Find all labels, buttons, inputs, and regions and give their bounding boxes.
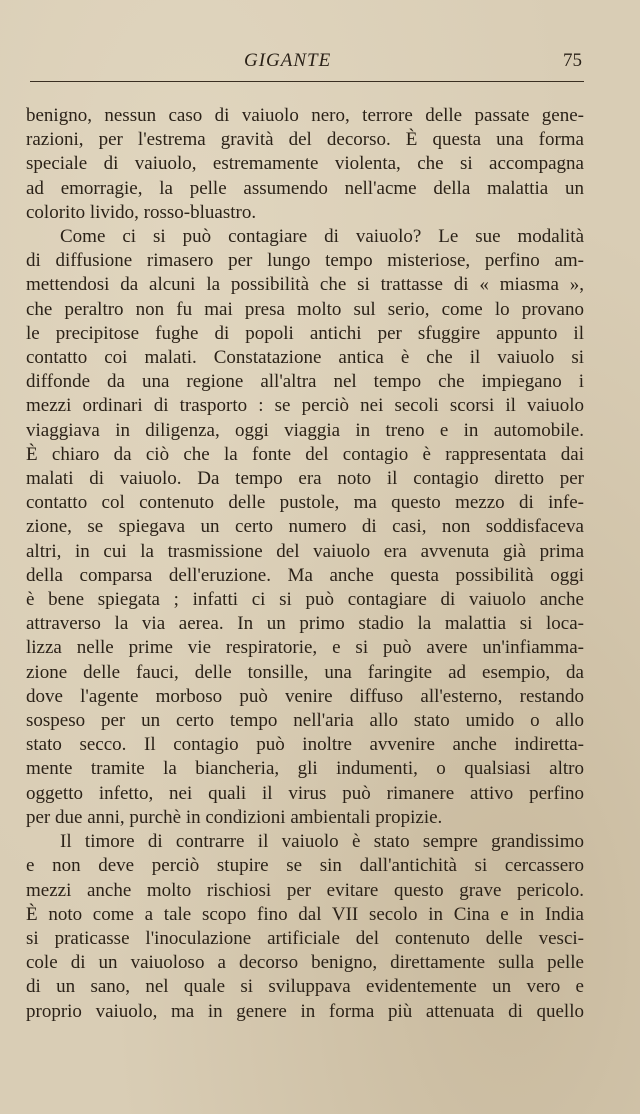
text-line: stato secco. Il contagio può inoltre avvenire anche indiretta- bbox=[26, 734, 584, 756]
text-line: contatto coi malati. Constatazione antica è che il vaiuolo si bbox=[26, 347, 584, 369]
text-line: della comparsa dell'eruzione. Ma anche questa possibilità oggi bbox=[26, 564, 584, 586]
text-line: per due anni, purchè in condizioni ambientali propizie. bbox=[26, 806, 443, 828]
text-line: sospeso per un certo tempo nell'aria allo stato umido o allo bbox=[26, 710, 584, 732]
text-line: mettendosi da alcuni la possibilità che si trattasse di « miasma », bbox=[26, 274, 584, 296]
text-line: proprio vaiuolo, ma in genere in forma più attenuata di quello bbox=[26, 1000, 584, 1022]
text-line: zione, se spiegava un certo numero di casi, non soddisfaceva bbox=[26, 516, 584, 538]
text-line: di un sano, nel quale si sviluppava evidentemente un vero e bbox=[26, 976, 584, 998]
running-title: GIGANTE bbox=[244, 50, 332, 71]
text-line: razioni, per l'estrema gravità del decorso. È questa una forma bbox=[26, 129, 584, 151]
text-line: oggetto infetto, nei quali il virus può rimanere attivo perfino bbox=[26, 782, 584, 804]
text-line: mezzi anche molto rischiosi per evitare questo grave pericolo. bbox=[26, 879, 584, 901]
text-line: benigno, nessun caso di vaiuolo nero, terrore delle passate gene- bbox=[26, 105, 584, 126]
text-line: viaggiava in diligenza, oggi viaggia in treno e in automobile. bbox=[26, 419, 584, 441]
text-line: Il timore di contrarre il vaiuolo è stato sempre grandissimo bbox=[60, 831, 584, 853]
text-line: diffonde da una regione all'altra nel tempo che impiegano i bbox=[26, 371, 584, 393]
text-line: è bene spiegata ; infatti ci si può contagiare di vaiuolo anche bbox=[26, 589, 584, 611]
text-line: ad emorragie, la pelle assumendo nell'acme della malattia un bbox=[26, 177, 584, 199]
text-line: È chiaro da ciò che la fonte del contagio è rappresentata dai bbox=[26, 443, 584, 465]
text-line: le precipitose fughe di popoli antichi per sfuggire appunto il bbox=[26, 322, 584, 344]
page-header bbox=[24, 48, 584, 80]
text-line: attraverso la via aerea. In un primo stadio la malattia si loca- bbox=[26, 613, 584, 635]
text-line: zione delle fauci, delle tonsille, una faringite ad esempio, da bbox=[26, 661, 584, 683]
header-rule bbox=[30, 81, 584, 82]
text-line: cole di un vaiuoloso a decorso benigno, direttamente sulla pelle bbox=[26, 952, 584, 974]
text-line: altri, in cui la trasmissione del vaiuolo era avvenuta già prima bbox=[26, 540, 584, 562]
text-line: mezzi ordinari di trasporto : se perciò nei secoli scorsi il vaiuolo bbox=[26, 395, 584, 417]
text-line: speciale di vaiuolo, estremamente violenta, che si accompagna bbox=[26, 153, 584, 175]
text-line: malati di vaiuolo. Da tempo era noto il contagio diretto per bbox=[26, 468, 584, 490]
text-line: e non deve perciò stupire se sin dall'antichità si cercassero bbox=[26, 855, 584, 877]
text-line: contatto col contenuto delle pustole, ma questo mezzo di infe- bbox=[26, 492, 584, 514]
text-line: È noto come a tale scopo fino dal VII secolo in Cina e in India bbox=[26, 903, 584, 925]
text-line: di diffusione rimasero per lungo tempo misteriose, perfino am- bbox=[26, 250, 584, 272]
text-line: colorito livido, rosso-bluastro. bbox=[26, 201, 257, 223]
text-line: lizza nelle prime vie respiratorie, e si può avere un'infiamma- bbox=[26, 637, 584, 659]
page-number: 75 bbox=[563, 50, 582, 71]
text-line: mente tramite la biancheria, gli indumenti, o qualsiasi altro bbox=[26, 758, 584, 780]
text-line: dove l'agente morboso può venire diffuso all'esterno, restando bbox=[26, 685, 584, 707]
text-line: Come ci si può contagiare di vaiuolo? Le sue modalità bbox=[60, 226, 584, 248]
body-text bbox=[26, 104, 584, 1024]
text-line: che peraltro non fu mai presa molto sul serio, come lo provano bbox=[26, 298, 584, 320]
text-line: si praticasse l'inoculazione artificiale del contenuto delle vesci- bbox=[26, 927, 584, 949]
